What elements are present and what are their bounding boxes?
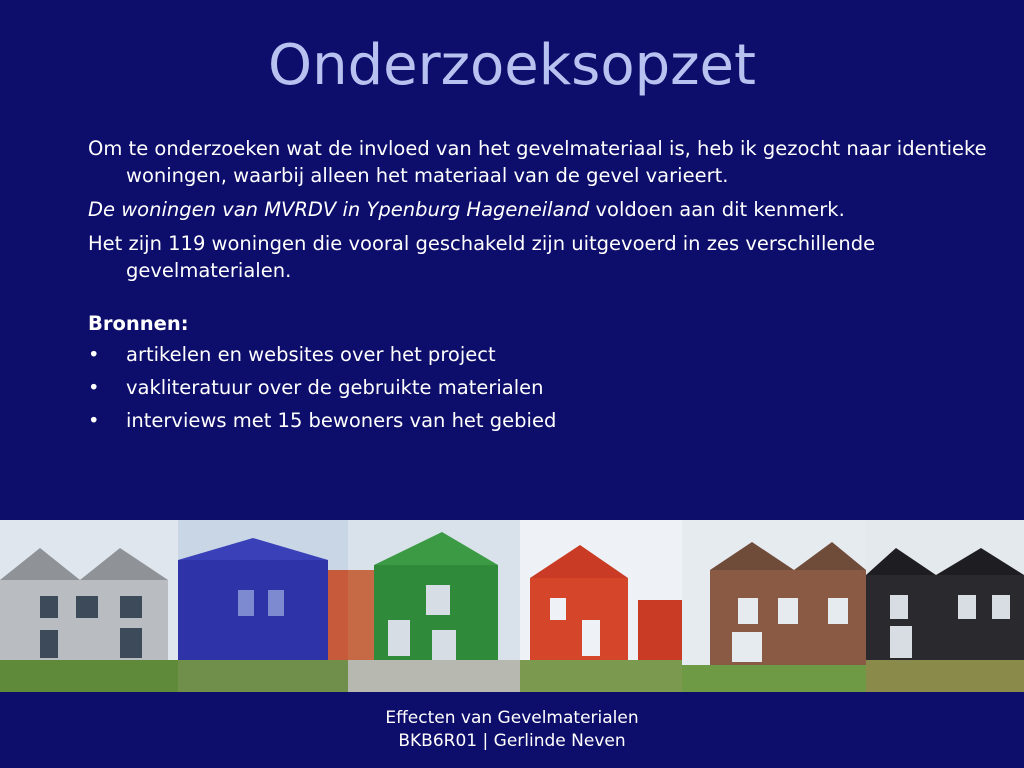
bullet-glyph: •	[88, 343, 100, 366]
source-item-text: artikelen en websites over het project	[126, 343, 496, 366]
paragraph-mvrdv	[88, 196, 988, 223]
paragraph-mvrdv-text: voldoen aan dit kenmerk.	[589, 198, 845, 221]
bullet-glyph: •	[88, 409, 100, 432]
source-item-text: vakliteratuur over de gebruikte materialen	[126, 376, 544, 399]
source-item	[88, 374, 988, 401]
photo-green-facade	[348, 520, 520, 692]
bullet-glyph: •	[88, 376, 100, 399]
paragraph-mvrdv-italic: De woningen van MVRDV in Ypenburg Hageneiland	[88, 198, 590, 221]
facade-photo-strip	[0, 520, 1024, 692]
paragraph-count	[88, 230, 988, 284]
slide-title: Onderzoeksopzet	[268, 33, 756, 98]
source-item	[88, 341, 988, 368]
source-item-text: interviews met 15 bewoners van het gebied	[126, 409, 557, 432]
paragraph-intro	[88, 135, 988, 189]
paragraph-intro-text: Om te onderzoeken wat de invloed van het gevelmateriaal is, heb ik gezocht naar identieke woningen, waarbij alleen het materiaal van de gevel varieert.	[88, 137, 987, 187]
photo-red-tile-facade	[520, 520, 682, 692]
photo-black-facade	[866, 520, 1024, 692]
slide-body	[88, 135, 988, 440]
source-item	[88, 407, 988, 434]
footer-line-title: Effecten van Gevelmaterialen	[385, 708, 639, 728]
footer-line-course: BKB6R01 | Gerlinde Neven	[398, 731, 626, 751]
sources-heading: Bronnen:	[88, 312, 189, 335]
paragraph-count-text: Het zijn 119 woningen die vooral geschakeld zijn uitgevoerd in zes verschillende gevelmaterialen.	[88, 232, 876, 282]
photo-zinc-facade	[0, 520, 178, 692]
photo-wood-shingle-facade	[682, 520, 866, 692]
photo-blue-facade	[178, 520, 348, 692]
slide-footer	[0, 707, 1024, 753]
